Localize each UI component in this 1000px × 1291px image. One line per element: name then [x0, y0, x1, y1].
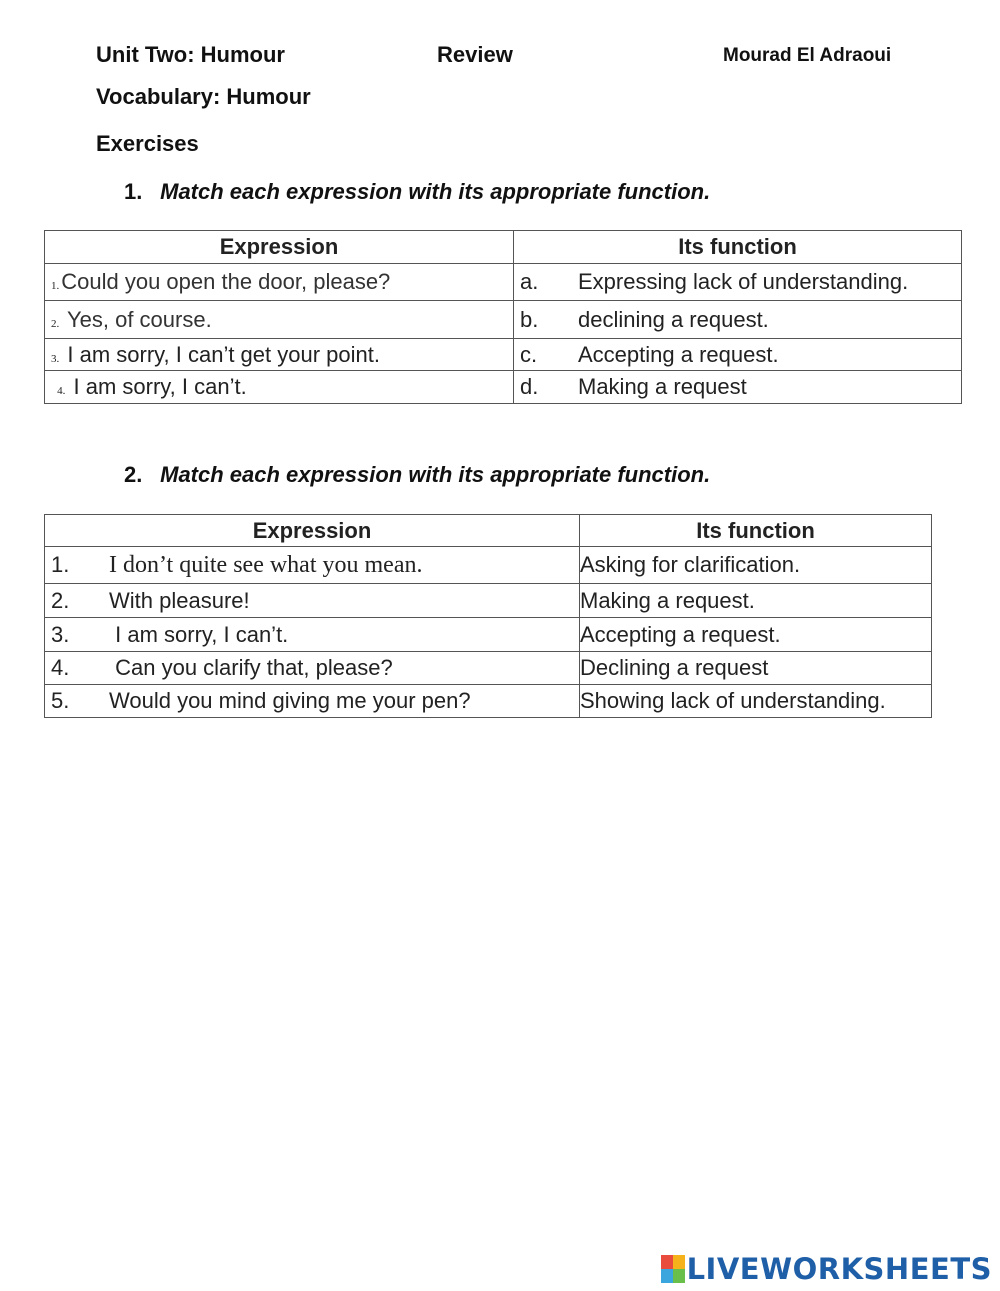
table-header-row	[45, 515, 932, 547]
row-number: 2.	[51, 587, 70, 613]
function-letter: b.	[520, 306, 539, 332]
table-row	[45, 547, 932, 584]
logo-square-green	[673, 1269, 685, 1283]
expression-cell	[45, 339, 514, 371]
row-number: 5.	[51, 688, 70, 713]
expression-cell	[45, 301, 514, 339]
question-1-instruction	[124, 179, 710, 205]
review-label: Review	[437, 42, 513, 67]
table-row	[45, 652, 932, 685]
exercises-heading: Exercises	[96, 131, 199, 156]
expression-cell	[45, 584, 580, 618]
column-header-expression: Expression	[45, 515, 580, 547]
function-cell: Accepting a request.	[580, 618, 932, 652]
function-cell	[514, 301, 962, 339]
exercise-2-table	[44, 514, 932, 718]
function-text: Expressing lack of understanding.	[578, 269, 909, 294]
expression-text: I don’t quite see what you mean.	[109, 551, 423, 578]
exercise-1-table	[44, 230, 962, 404]
function-cell	[514, 339, 962, 371]
expression-text: Would you mind giving me your pen?	[109, 688, 471, 713]
logo-square-yellow	[673, 1255, 685, 1269]
function-text: Accepting a request.	[578, 341, 779, 367]
logo-text: LIVEWORKSHEETS	[686, 1252, 992, 1286]
author-name: Mourad El Adraoui	[723, 45, 892, 66]
row-number: 1.	[51, 280, 60, 292]
table-row	[45, 618, 932, 652]
row-number: 3.	[51, 352, 60, 365]
column-header-function: Its function	[514, 231, 962, 264]
expression-text: I am sorry, I can’t.	[109, 621, 289, 647]
column-header-expression: Expression	[45, 231, 514, 264]
question-2-instruction	[124, 462, 710, 488]
question-1-text: Match each expression with its appropriate function.	[160, 179, 711, 204]
expression-cell	[45, 547, 580, 584]
table-row	[45, 685, 932, 718]
function-letter: c.	[520, 341, 538, 367]
function-text: declining a request.	[578, 306, 769, 332]
expression-text: Can you clarify that, please?	[109, 655, 393, 680]
table-row	[45, 301, 962, 339]
question-2-number: 2.	[124, 462, 143, 487]
table-row	[45, 264, 962, 301]
function-letter: a.	[520, 269, 539, 294]
row-number: 4.	[51, 655, 70, 680]
expression-cell	[45, 618, 580, 652]
expression-cell	[45, 685, 580, 718]
unit-title: Unit Two: Humour	[96, 42, 285, 67]
vocabulary-heading: Vocabulary: Humour	[96, 84, 311, 109]
function-letter: d.	[520, 374, 539, 399]
logo-square-blue	[661, 1269, 673, 1283]
function-text: Making a request	[578, 374, 747, 399]
function-cell: Declining a request	[580, 652, 932, 685]
expression-cell	[45, 652, 580, 685]
liveworksheets-logo-icon	[661, 1255, 685, 1283]
table-row	[45, 371, 962, 404]
expression-text: I am sorry, I can’t.	[73, 374, 247, 399]
row-number: 3.	[51, 621, 70, 647]
column-header-function: Its function	[580, 515, 932, 547]
row-number: 4.	[57, 385, 66, 397]
question-1-number: 1.	[124, 179, 143, 204]
row-number: 1.	[51, 551, 70, 577]
function-cell: Making a request.	[580, 584, 932, 618]
expression-cell	[45, 371, 514, 404]
function-cell	[514, 264, 962, 301]
function-cell: Showing lack of understanding.	[580, 685, 932, 718]
table-header-row	[45, 231, 962, 264]
logo-square-red	[661, 1255, 673, 1269]
expression-cell	[45, 264, 514, 301]
table-row	[45, 584, 932, 618]
expression-text: Could you open the door, please?	[61, 269, 391, 294]
liveworksheets-logo	[661, 1252, 992, 1286]
function-cell	[514, 371, 962, 404]
expression-text: Yes, of course.	[66, 306, 212, 332]
question-2-text: Match each expression with its appropriate function.	[160, 462, 711, 487]
function-cell: Asking for clarification.	[580, 547, 932, 584]
expression-text: I am sorry, I can’t get your point.	[67, 341, 380, 367]
table-row	[45, 339, 962, 371]
expression-text: With pleasure!	[109, 587, 250, 613]
row-number: 2.	[51, 317, 60, 330]
